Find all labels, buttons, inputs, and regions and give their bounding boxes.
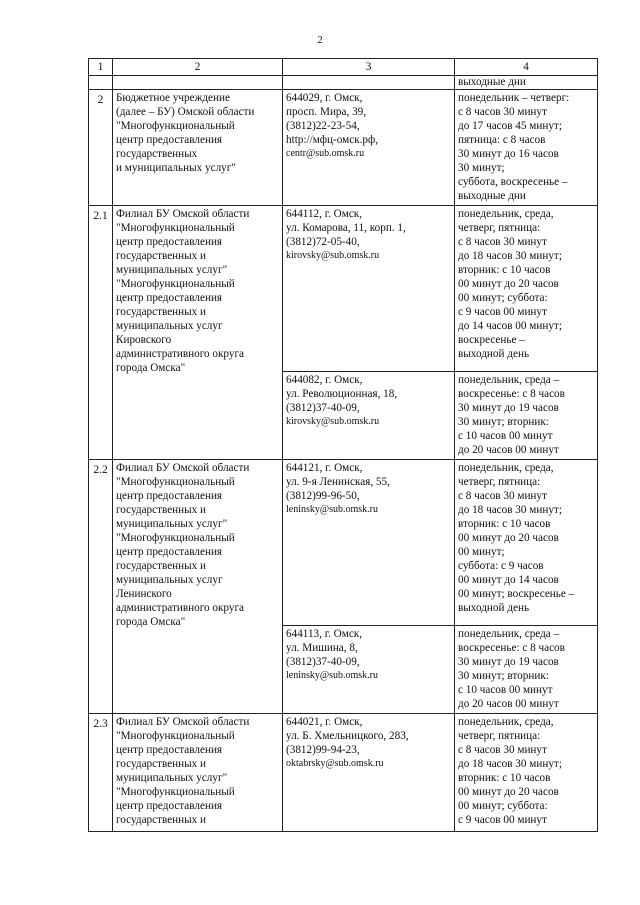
institution-name: Филиал БУ Омской области "Многофункциональный центр предоставления государственных и муниципальных услуг" "Многофункциональный центр предоставления государственных и муниципальных услуг Ленинского административного округа города Омска" xyxy=(113,460,283,714)
page-number: 2 xyxy=(317,34,323,46)
office-address-cell xyxy=(283,714,455,832)
institution-name: Бюджетное учреждение (далее – БУ) Омской области "Многофункциональный центр предоставления государственных и муниципальных услуг" xyxy=(113,90,283,206)
office-email: kirovsky@sub.omsk.ru xyxy=(286,416,380,427)
office-email: kirovsky@sub.omsk.ru xyxy=(286,250,380,261)
row-number: 2.3 xyxy=(89,714,113,832)
row-number: 2 xyxy=(89,90,113,206)
mfc-offices-table xyxy=(88,58,598,832)
column-header-3: 3 xyxy=(283,59,455,76)
office-address: 644112, г. Омск, ул. Комарова, 11, корп. 1, (3812)72-05-40, xyxy=(286,208,406,248)
column-header-2: 2 xyxy=(113,59,283,76)
office-address-cell xyxy=(283,372,455,460)
office-email: centr@sub.omsk.ru xyxy=(286,148,365,159)
office-email: leninsky@sub.omsk.ru xyxy=(286,670,378,681)
office-address: 644121, г. Омск, ул. 9-я Ленинская, 55, (3812)99-96-50, xyxy=(286,462,390,502)
office-address-cell xyxy=(283,626,455,714)
office-email: oktabrsky@sub.omsk.ru xyxy=(286,758,384,769)
row-number: 2.2 xyxy=(89,460,113,714)
table-row xyxy=(89,714,598,832)
table-row xyxy=(89,90,598,206)
table-row xyxy=(89,206,598,372)
office-email: leninsky@sub.omsk.ru xyxy=(286,504,378,515)
office-schedule: понедельник, среда – воскресенье: с 8 часов 30 минут до 19 часов 30 минут; вторник: с 10 часов 00 минут до 20 часов 00 минут xyxy=(455,626,598,714)
continuation-schedule: выходные дни xyxy=(455,76,598,90)
office-schedule: понедельник, среда – воскресенье: с 8 часов 30 минут до 19 часов 30 минут; вторник: с 10 часов 00 минут до 20 часов 00 минут xyxy=(455,372,598,460)
office-address: 644029, г. Омск, просп. Мира, 39, (3812)22-23-54, http://мфц-омск.рф, xyxy=(286,92,379,146)
office-schedule: понедельник, среда, четверг, пятница: с 8 часов 30 минут до 18 часов 30 минут; вторник: с 10 часов 00 минут до 20 часов 00 минут; суббота: с 9 часов 00 минут xyxy=(455,714,598,832)
office-schedule: понедельник, среда, четверг, пятница: с 8 часов 30 минут до 18 часов 30 минут; вторник: с 10 часов 00 минут до 20 часов 00 минут; суббота: с 9 часов 00 минут до 14 часов 00 минут; воскресенье – выходной день xyxy=(455,206,598,372)
office-address: 644021, г. Омск, ул. Б. Хмельницкого, 283, (3812)99-94-23, xyxy=(286,716,409,756)
office-schedule: понедельник – четверг: с 8 часов 30 минут до 17 часов 45 минут; пятница: с 8 часов 30 минут до 16 часов 30 минут; суббота, воскресенье – выходные дни xyxy=(455,90,598,206)
continuation-row xyxy=(89,76,598,90)
office-address-cell xyxy=(283,460,455,626)
office-address: 644082, г. Омск, ул. Революционная, 18, (3812)37-40-09, xyxy=(286,374,398,414)
office-address-cell xyxy=(283,90,455,206)
office-address-cell xyxy=(283,206,455,372)
column-number-row xyxy=(89,59,598,76)
office-schedule: понедельник, среда, четверг, пятница: с 8 часов 30 минут до 18 часов 30 минут; вторник: с 10 часов 00 минут до 20 часов 00 минут; суббота: с 9 часов 00 минут до 14 часов 00 минут; воскресенье – выходной день xyxy=(455,460,598,626)
column-header-1: 1 xyxy=(89,59,113,76)
table-row xyxy=(89,460,598,626)
institution-name: Филиал БУ Омской области "Многофункциональный центр предоставления государственных и муниципальных услуг" "Многофункциональный центр предоставления государственных и муниципальных услуг Кировского административного округа города Омска" xyxy=(113,206,283,460)
row-number: 2.1 xyxy=(89,206,113,460)
column-header-4: 4 xyxy=(455,59,598,76)
institution-name: Филиал БУ Омской области "Многофункциональный центр предоставления государственных и муниципальных услуг" "Многофункциональный центр предоставления государственных и xyxy=(113,714,283,832)
office-address: 644113, г. Омск, ул. Мишина, 8, (3812)37-40-09, xyxy=(286,628,363,668)
